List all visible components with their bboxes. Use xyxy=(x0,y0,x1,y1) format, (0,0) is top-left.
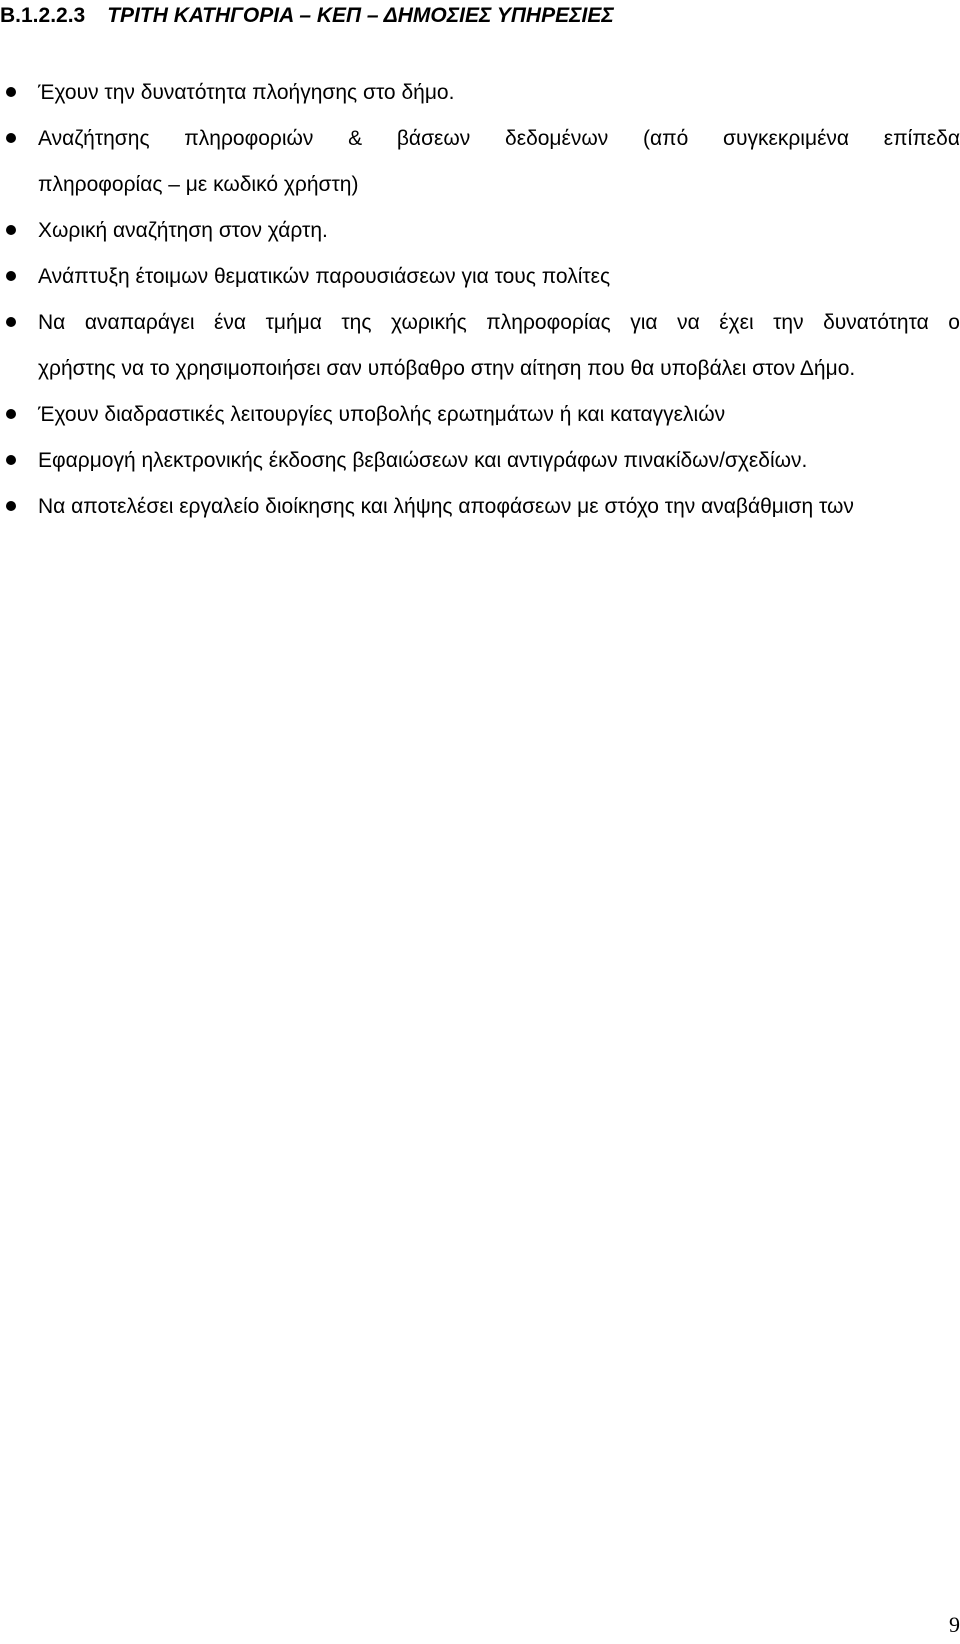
word: (από xyxy=(643,127,689,150)
word: τμήμα xyxy=(265,311,322,334)
list-item-text: Εφαρμογή ηλεκτρονικής έκδοσης βεβαιώσεων και αντιγράφων πινακίδων/σχεδίων. xyxy=(38,449,808,472)
list-item-text-line2: πληροφορίας – με κωδικό χρήστη) xyxy=(38,173,359,196)
list-item xyxy=(0,116,960,208)
word: & xyxy=(348,127,363,150)
bullet-icon xyxy=(6,87,16,97)
word: ο xyxy=(948,311,960,334)
list-item-text-line2: χρήστης να το χρησιμοποιήσει σαν υπόβαθρο στην αίτηση που θα υποβάλει στον Δήμο. xyxy=(38,357,856,380)
list-item-text: Ανάπτυξη έτοιμων θεματικών παρουσιάσεων για τους πολίτες xyxy=(38,265,611,288)
bullet-icon xyxy=(6,271,16,281)
word: συγκεκριμένα xyxy=(723,127,850,150)
list-item-text: Έχουν την δυνατότητα πλοήγησης στο δήμο. xyxy=(38,81,455,104)
list-item xyxy=(0,208,960,254)
list-item-text: Χωρική αναζήτηση στον χάρτη. xyxy=(38,219,328,242)
word: Αναζήτησης xyxy=(38,127,150,150)
list-item xyxy=(0,300,960,392)
list-item-text: Έχουν διαδραστικές λειτουργίες υποβολής ερωτημάτων ή και καταγγελιών xyxy=(38,403,726,426)
word: να xyxy=(677,311,700,334)
word: χωρικής xyxy=(391,311,467,334)
list-item xyxy=(0,484,960,530)
list-item xyxy=(0,438,960,484)
bullet-icon xyxy=(6,409,16,419)
page-number: 9 xyxy=(949,1612,960,1637)
list-item xyxy=(0,70,960,116)
word: έχει xyxy=(719,311,754,334)
bullet-icon xyxy=(6,501,16,511)
word: την xyxy=(773,311,804,334)
word: δεδομένων xyxy=(505,127,609,150)
word: επίπεδα xyxy=(883,127,960,150)
list-item xyxy=(0,392,960,438)
word: δυνατότητα xyxy=(823,311,929,334)
bullet-list xyxy=(0,70,960,530)
word: πληροφοριών xyxy=(184,127,314,150)
list-item-text-line1 xyxy=(38,300,960,346)
word: της xyxy=(341,311,372,334)
section-heading xyxy=(0,4,614,28)
bullet-icon xyxy=(6,133,16,143)
bullet-icon xyxy=(6,225,16,235)
section-number: Β.1.2.2.3 xyxy=(0,4,86,27)
word: βάσεων xyxy=(396,127,471,150)
word: ένα xyxy=(214,311,247,334)
word: Να xyxy=(38,311,66,334)
list-item-text-line1 xyxy=(38,116,960,162)
word: αναπαράγει xyxy=(84,311,195,334)
bullet-icon xyxy=(6,455,16,465)
section-title: ΤΡΙΤΗ ΚΑΤΗΓΟΡΙΑ – ΚΕΠ – ΔΗΜΟΣΙΕΣ ΥΠΗΡΕΣΙΕΣ xyxy=(107,4,614,27)
word: πληροφορίας xyxy=(486,311,611,334)
list-item-text: Να αποτελέσει εργαλείο διοίκησης και λήψης αποφάσεων με στόχο την αναβάθμιση των xyxy=(38,495,854,518)
bullet-icon xyxy=(6,317,16,327)
word: για xyxy=(630,311,658,334)
list-item xyxy=(0,254,960,300)
